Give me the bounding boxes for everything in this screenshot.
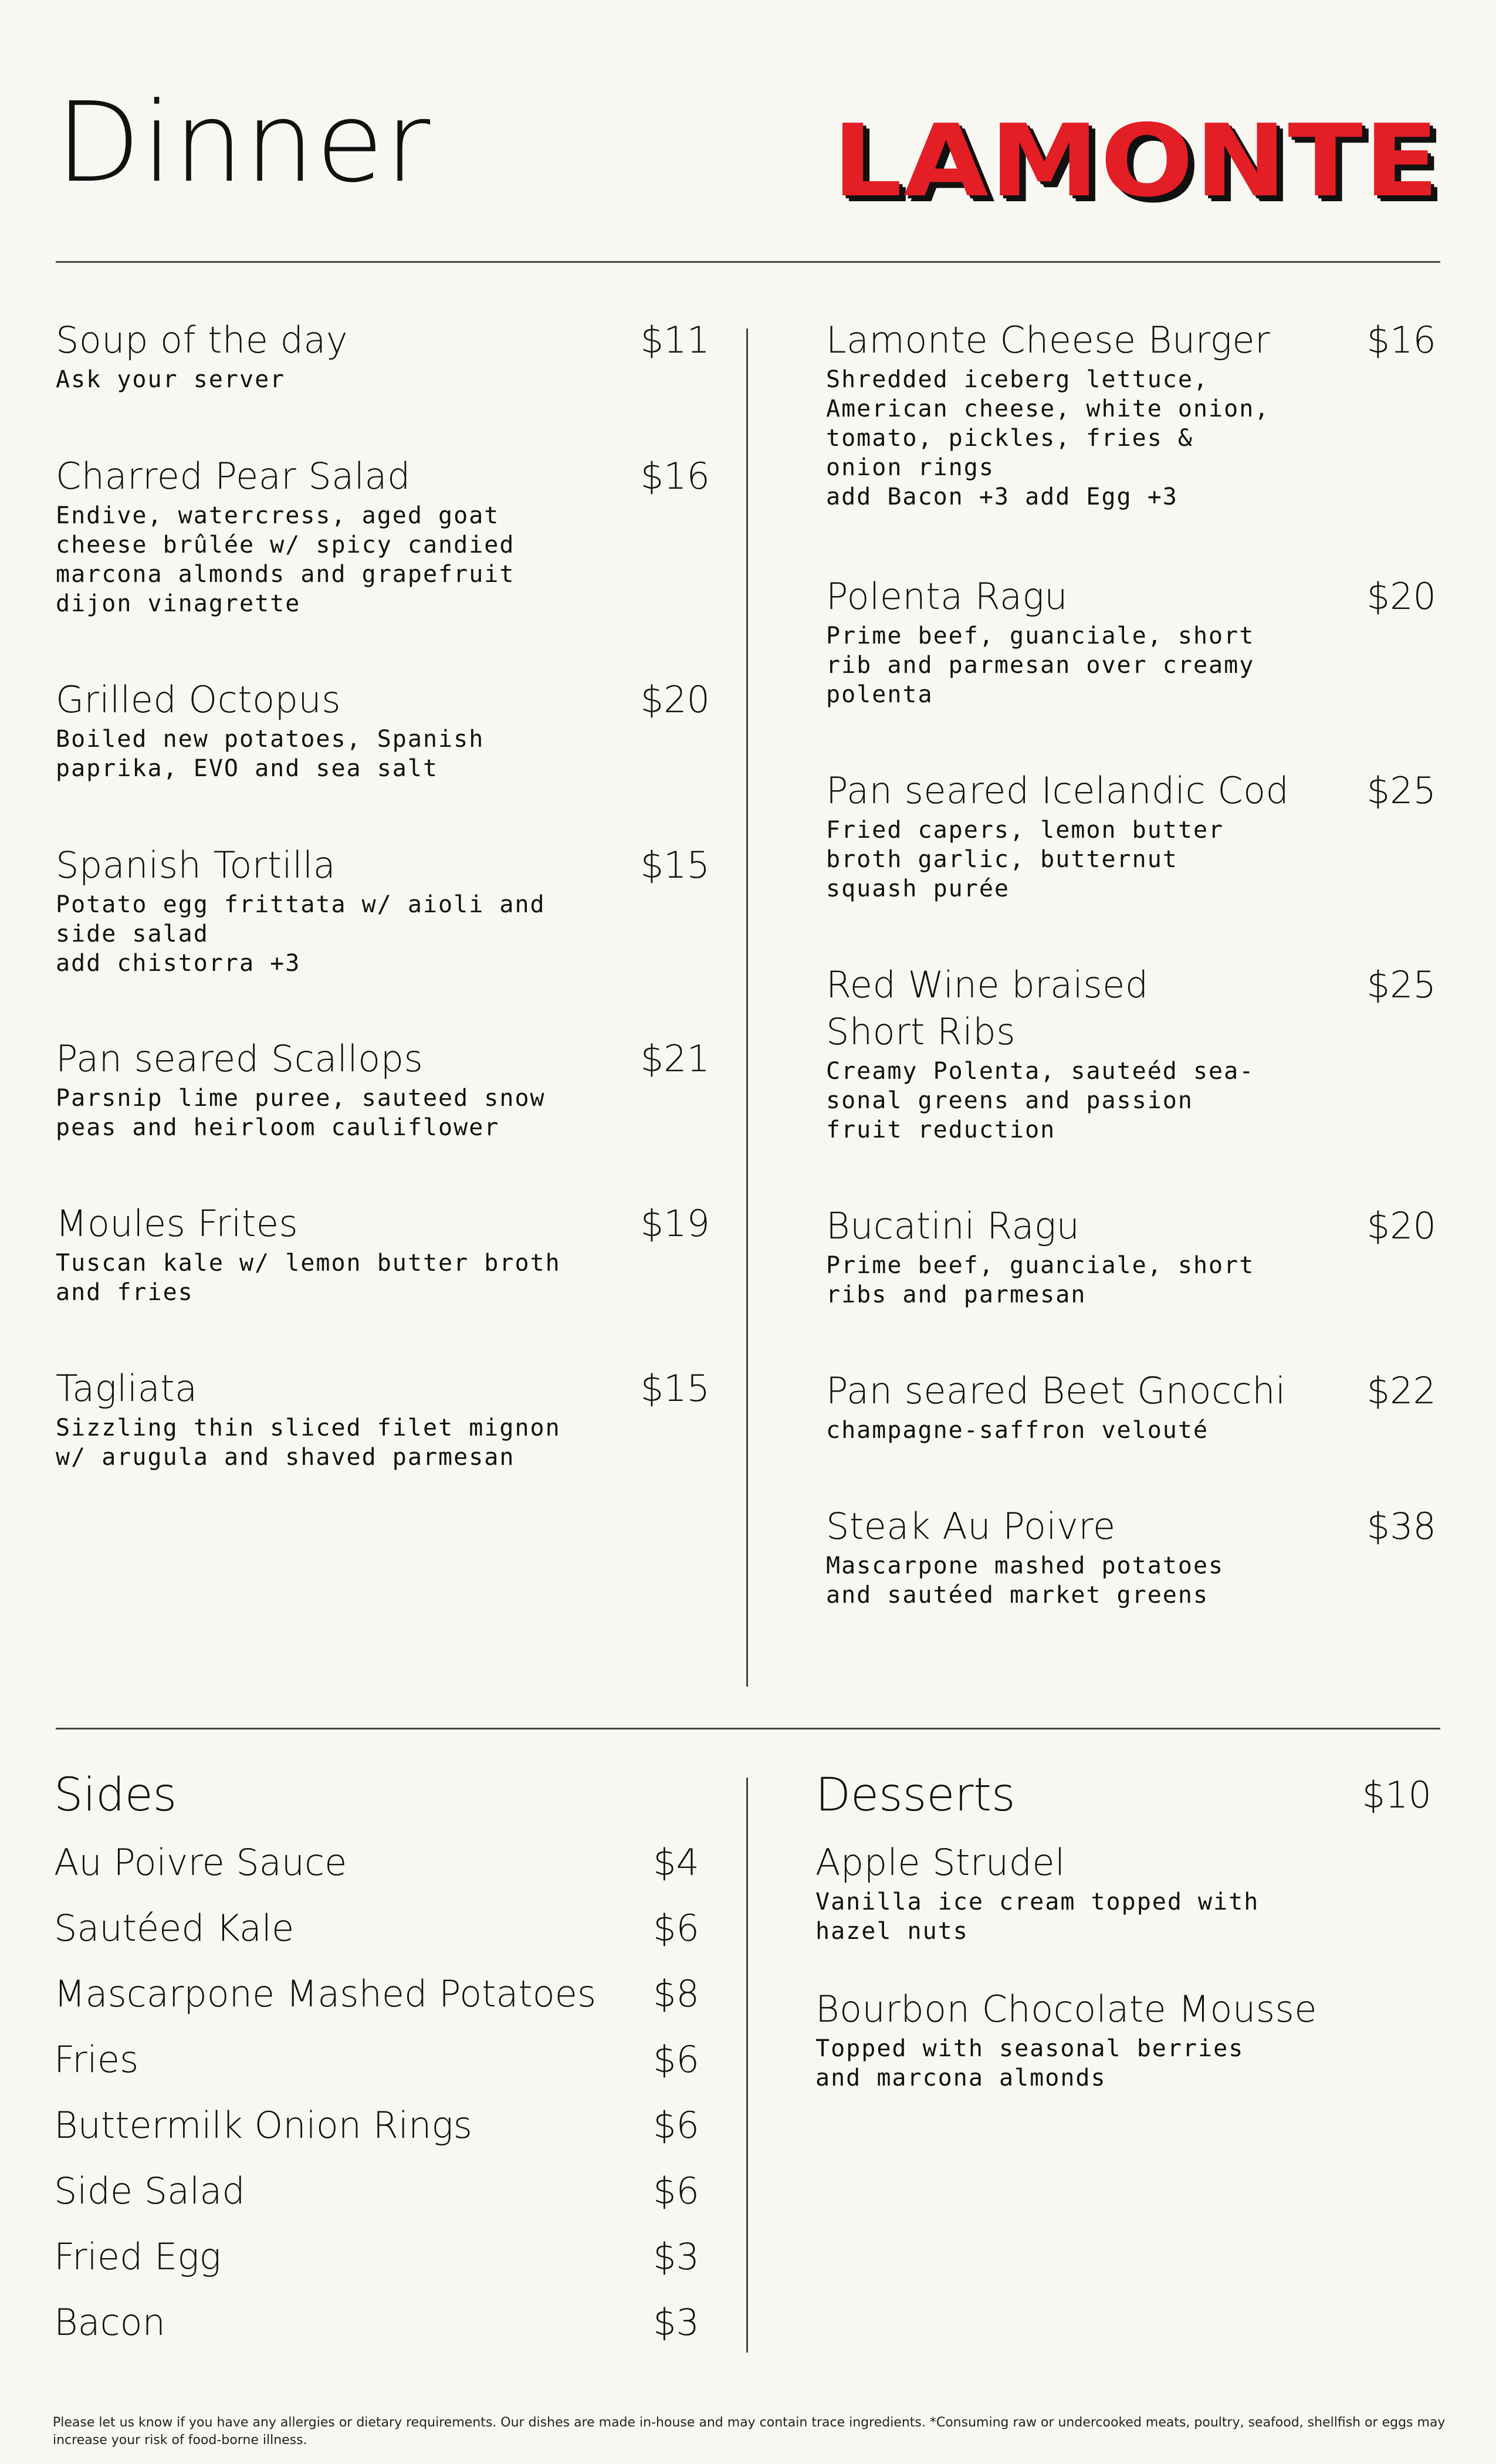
mains-column-divider — [746, 329, 748, 1687]
mains-left-column — [56, 317, 710, 1471]
menu-item-price: $20 — [1366, 575, 1436, 618]
menu-item-description: Potato egg frittata w/ aioli and side salad add chistorra +3 — [56, 891, 546, 977]
menu-item-name: Charred Pear Salad — [56, 455, 411, 497]
menu-item-name: Spanish Tortilla — [56, 844, 336, 886]
menu-item-name: Red Wine braised Short Ribs — [826, 963, 1149, 1053]
menu-item-description: Sizzling thin sliced filet mignon w/ arugula and shaved parmesan — [56, 1414, 561, 1471]
side-item — [54, 2233, 699, 2299]
menu-item-description: champagne-saffron velouté — [826, 1417, 1209, 1444]
desserts-section — [815, 1769, 1431, 2093]
menu-item — [826, 573, 1436, 709]
menu-item-name: Pan seared Beet Gnocchi — [826, 1369, 1286, 1412]
menu-item-name: Pan seared Icelandic Cod — [826, 769, 1289, 812]
side-item-name: Sautéed Kale — [54, 1907, 295, 1949]
menu-item-name: Pan seared Scallops — [56, 1037, 424, 1080]
menu-item — [56, 453, 710, 618]
menu-item-description: Parsnip lime puree, sauteed snow peas and heirloom cauliflower — [56, 1085, 546, 1141]
side-item — [54, 2168, 699, 2233]
menu-item-description: Boiled new potatoes, Spanish paprika, EVO and sea salt — [56, 726, 485, 782]
side-item — [54, 2036, 699, 2102]
menu-item-description: Tuscan kale w/ lemon butter broth and fries — [56, 1250, 561, 1306]
side-item-price: $3 — [653, 2235, 699, 2278]
menu-item — [56, 317, 710, 394]
menu-item-name: Soup of the day — [56, 319, 348, 361]
menu-item — [56, 1365, 710, 1472]
menu-item-price: $11 — [640, 319, 710, 361]
side-item — [54, 1905, 699, 1971]
menu-item — [56, 842, 710, 978]
menu-item — [826, 317, 1436, 512]
menu-item-price: $15 — [640, 1367, 710, 1410]
menu-item-description: Ask your server — [56, 366, 286, 393]
header-divider — [56, 261, 1440, 263]
menu-item-description: Shredded iceberg lettuce, American cheese, white onion, tomato, pickles, fries & onion rings add Bacon +3 add Egg +3 — [826, 366, 1270, 510]
dessert-item-description: Topped with seasonal berries and marcona almonds — [815, 2035, 1244, 2091]
menu-item-description: Fried capers, lemon butter broth garlic, butternut squash purée — [826, 817, 1224, 902]
side-item-price: $6 — [653, 2169, 699, 2212]
menu-item-description: Creamy Polenta, sauteéd sea- sonal greens and passion fruit reduction — [826, 1058, 1255, 1143]
side-item-price: $6 — [653, 2104, 699, 2147]
sections-divider — [56, 1728, 1440, 1729]
menu-item-price: $25 — [1366, 963, 1436, 1006]
dessert-item — [815, 1986, 1431, 2093]
side-item — [54, 2299, 699, 2365]
side-item-name: Au Poivre Sauce — [54, 1841, 347, 1884]
side-item-price: $4 — [653, 1841, 699, 1884]
menu-item-description: Endive, watercress, aged goat cheese brûlée w/ spicy candied marcona almonds and grapefruit dijon vinagrette — [56, 502, 515, 617]
menu-item — [826, 1503, 1436, 1610]
desserts-title: Desserts — [815, 1769, 1016, 1822]
menu-item-name: Moules Frites — [56, 1202, 299, 1245]
menu-item-price: $25 — [1366, 769, 1436, 812]
side-item — [54, 1839, 699, 1905]
menu-item — [56, 1035, 710, 1142]
menu-item — [826, 962, 1436, 1145]
side-item-name: Side Salad — [54, 2169, 245, 2212]
dessert-item — [815, 1839, 1431, 1946]
lamonte-logo: LAMONTE — [832, 103, 1440, 219]
dessert-item-name: Apple Strudel — [815, 1841, 1065, 1884]
side-item — [54, 2102, 699, 2168]
menu-item-price: $21 — [640, 1037, 710, 1080]
dessert-item-name: Bourbon Chocolate Mousse — [815, 1988, 1317, 2030]
page-title: Dinner — [56, 79, 432, 207]
menu-item-price: $15 — [640, 844, 710, 886]
dessert-item-description: Vanilla ice cream topped with hazel nuts — [815, 1888, 1260, 1945]
side-item-price: $8 — [653, 1972, 699, 2015]
menu-item-price: $38 — [1366, 1505, 1436, 1548]
menu-item — [826, 1203, 1436, 1309]
menu-item-name: Polenta Ragu — [826, 575, 1068, 618]
side-item-price: $6 — [653, 1907, 699, 1949]
side-item-name: Fried Egg — [54, 2235, 221, 2278]
side-item — [54, 1971, 699, 2036]
desserts-price: $10 — [1362, 1773, 1431, 1816]
sides-title: Sides — [54, 1769, 177, 1822]
sides-desserts-divider — [746, 1778, 748, 2353]
sides-section — [54, 1769, 699, 2365]
menu-item-name: Grilled Octopus — [56, 678, 341, 721]
menu-item — [56, 676, 710, 783]
allergy-footnote: Please let us know if you have any allergies or dietary requirements. Our dishes are made in-house and may contain trace ingredients. *Consuming raw or undercooked meats, poultry, seafood, shellfish or eggs may increase your risk of food-borne illness. — [53, 2415, 1446, 2448]
menu-item — [826, 1368, 1436, 1445]
menu-item — [826, 767, 1436, 903]
side-item-name: Bacon — [54, 2301, 165, 2344]
menu-item-description: Prime beef, guanciale, short ribs and parmesan — [826, 1252, 1255, 1308]
menu-item-price: $22 — [1366, 1369, 1436, 1412]
menu-item-price: $20 — [640, 678, 710, 721]
menu-item-price: $16 — [1366, 319, 1436, 361]
menu-item-description: Prime beef, guanciale, short rib and parmesan over creamy polenta — [826, 622, 1255, 708]
side-item-price: $3 — [653, 2301, 699, 2344]
mains-right-column — [826, 317, 1436, 1666]
menu-item-name: Lamonte Cheese Burger — [826, 319, 1270, 361]
menu-item-name: Tagliata — [56, 1367, 198, 1410]
menu-item-price: $19 — [640, 1202, 710, 1245]
menu-item-description: Mascarpone mashed potatoes and sautéed market greens — [826, 1552, 1224, 1609]
side-item-price: $6 — [653, 2038, 699, 2081]
side-item-name: Mascarpone Mashed Potatoes — [54, 1972, 597, 2015]
side-item-name: Fries — [54, 2038, 139, 2081]
side-item-name: Buttermilk Onion Rings — [54, 2104, 472, 2147]
menu-item-name: Bucatini Ragu — [826, 1204, 1080, 1247]
menu-item-price: $20 — [1366, 1204, 1436, 1247]
menu-item-price: $16 — [640, 455, 710, 497]
menu-item-name: Steak Au Poivre — [826, 1505, 1116, 1548]
menu-item — [56, 1200, 710, 1307]
